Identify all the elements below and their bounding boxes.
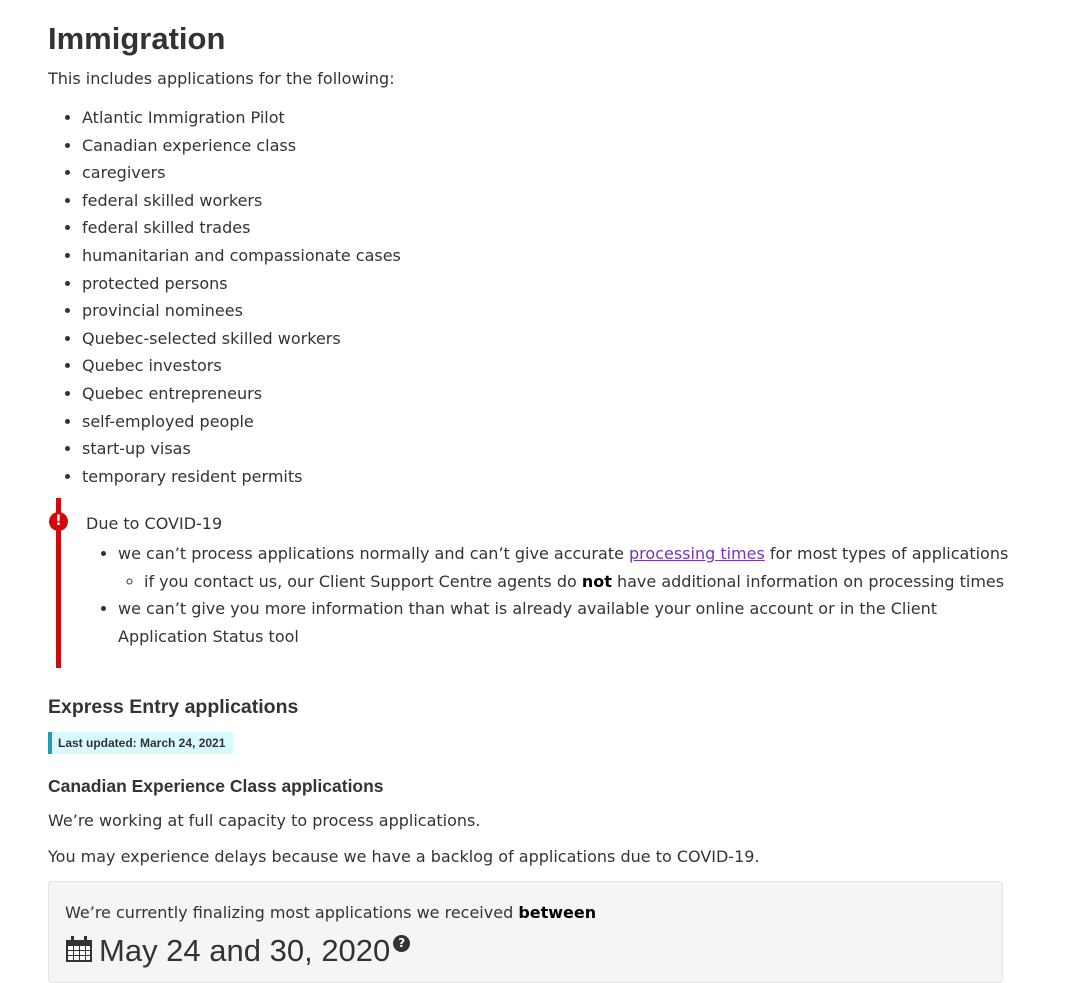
list-item: • caregivers	[82, 159, 401, 187]
alert-item-text: we can’t process applications normally and can’t give accurate	[118, 544, 630, 563]
list-item: • Canadian experience class	[82, 132, 401, 160]
list-item: • Quebec investors	[82, 352, 401, 380]
covid-alert	[56, 498, 1016, 668]
question-circle-icon[interactable]: ?	[393, 935, 410, 952]
list-item: • protected persons	[82, 270, 401, 298]
list-item: • humanitarian and compassionate cases	[82, 242, 401, 270]
list-item: • Atlantic Immigration Pilot	[82, 104, 401, 132]
list-item: • provincial nominees	[82, 297, 401, 325]
processing-times-link[interactable]: processing times	[629, 544, 765, 563]
express-entry-heading: Express Entry applications	[48, 696, 299, 718]
list-item: • start-up visas	[82, 435, 401, 463]
alert-sublist	[118, 568, 1018, 596]
processing-well	[48, 881, 1003, 983]
capacity-text: We’re working at full capacity to process applications.	[48, 811, 481, 830]
well-intro	[65, 902, 596, 924]
exclamation-circle-icon: !	[49, 512, 68, 531]
alert-item	[118, 540, 1018, 595]
list-item: • temporary resident permits	[82, 463, 401, 491]
alert-subitem	[144, 568, 1018, 596]
last-updated-badge: Last updated: March 24, 2021	[48, 732, 233, 754]
alert-list	[98, 540, 1018, 650]
list-item: • federal skilled workers	[82, 187, 401, 215]
date-range-text: May 24 and 30, 2020	[99, 933, 391, 968]
date-range	[65, 932, 410, 972]
list-item: • Quebec-selected skilled workers	[82, 325, 401, 353]
list-item: • Quebec entrepreneurs	[82, 380, 401, 408]
program-list	[48, 104, 401, 490]
alert-subitem-text: have additional information on processing times	[611, 571, 1005, 591]
alert-subitem-text: if you contact us, our Client Support Centre agents do	[144, 571, 582, 591]
delay-text: You may experience delays because we have a backlog of applications due to COVID-19.	[48, 847, 760, 866]
intro-text: This includes applications for the following:	[48, 69, 395, 88]
cec-heading: Canadian Experience Class applications	[48, 776, 384, 796]
list-item: • federal skilled trades	[82, 214, 401, 242]
well-intro-text: We’re currently finalizing most applications we received	[65, 903, 519, 922]
alert-item: • we can’t give you more information than what is already available your online account or in the Client Application Status tool	[118, 595, 1018, 650]
alert-title: Due to COVID-19	[86, 514, 223, 533]
emphasis-between: between	[518, 903, 597, 922]
emphasis-not: not	[581, 571, 612, 591]
page-title: Immigration	[48, 21, 226, 56]
alert-item-text: for most types of applications	[764, 544, 1009, 563]
calendar-icon	[65, 934, 93, 972]
list-item: • self-employed people	[82, 408, 401, 436]
